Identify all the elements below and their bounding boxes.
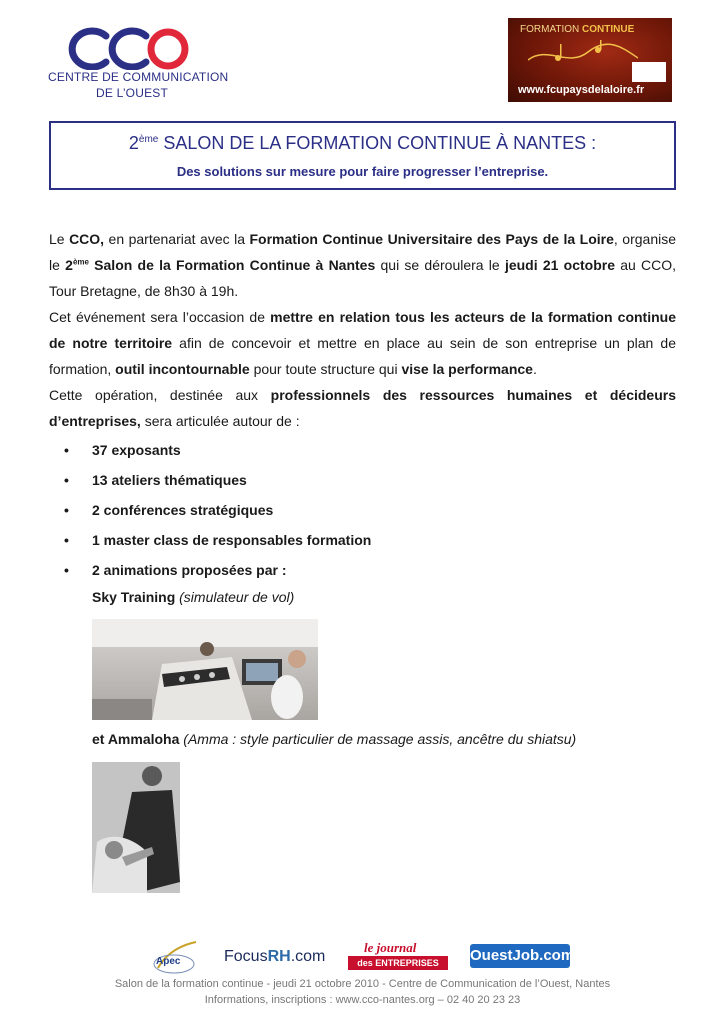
page-subtitle: Des solutions sur mesure pour faire progresser l’entreprise. <box>176 164 549 179</box>
title-box <box>49 121 676 190</box>
flight-simulator-photo <box>92 619 318 720</box>
banner-title-b: CONTINUE <box>582 24 635 35</box>
logo-text-line1: CENTRE DE COMMUNICATION <box>48 70 229 84</box>
bullet-icon: • <box>64 472 69 488</box>
paragraph-event: Cet événement sera l’occasion de mettre en relation tous les acteurs de la formation continue de notre territoire afin de concevoir et mettre en place au sein de son entreprise un plan de formation, outil incontournable pour toute structure qui vise la performance. <box>49 309 676 377</box>
massage-photo <box>92 762 180 893</box>
page-title <box>51 133 674 154</box>
partner-logos <box>148 940 578 974</box>
title-main: SALON DE LA FORMATION CONTINUE À NANTES : <box>158 133 597 153</box>
banner-url[interactable]: www.fcupaysdelaloire.fr <box>518 84 645 96</box>
list-item: • 37 exposants <box>64 442 181 458</box>
bullet-list <box>64 440 664 590</box>
footer-event-line: Salon de la formation continue - jeudi 21 octobre 2010 - Centre de Communication de l’Ouest, Nantes <box>114 978 611 990</box>
bullet-icon: • <box>64 502 69 518</box>
body-text <box>49 226 676 434</box>
list-item: • 13 ateliers thématiques <box>64 472 247 488</box>
banner-title <box>520 24 634 35</box>
title-number: 2 <box>128 133 139 153</box>
music-notes-icon <box>528 40 638 70</box>
apec-logo-text: Apec <box>156 956 181 967</box>
apec-logo[interactable] <box>148 940 200 974</box>
title-superscript: ème <box>138 134 159 145</box>
cco-logo <box>48 24 238 100</box>
bullet-icon: • <box>64 442 69 458</box>
list-item: • 2 conférences stratégiques <box>64 502 274 518</box>
footer-contact-line: Informations, inscriptions : www.cco-nantes.org – 02 40 20 23 23 <box>204 994 521 1006</box>
banner-title-a: FORMATION <box>520 24 580 35</box>
ouestjob-logo[interactable]: OuestJob.com <box>470 944 570 968</box>
list-item: • 2 animations proposées par : <box>64 562 287 578</box>
cco-logo-mark <box>48 24 238 70</box>
focusrh-logo[interactable]: FocusRH.com <box>224 948 326 965</box>
logo-text-line2: DE L’OUEST <box>96 86 169 100</box>
fcu-banner[interactable] <box>508 18 672 102</box>
bullet-icon: • <box>64 532 69 548</box>
sky-training-caption: Sky Training (simulateur de vol) <box>92 589 295 605</box>
bullet-icon: • <box>64 562 69 578</box>
list-item: • 1 master class de responsables formation <box>64 532 372 548</box>
paragraph-intro: Le CCO, en partenariat avec la Formation Continue Universitaire des Pays de la Loire, organise le 2ème Salon de la Formation Continue à Nantes qui se déroulera le jeudi 21 octobre au CCO, Tour Bretagne, de 8h30 à 19h. <box>49 231 677 299</box>
paragraph-audience: Cette opération, destinée aux professionnels des ressources humaines et décideurs d’entreprises, sera articulée autour de : <box>49 387 676 429</box>
banner-badge <box>632 62 666 82</box>
journal-entreprises-logo[interactable]: le journal des ENTREPRISES <box>348 940 448 974</box>
ammaloha-caption: et Ammaloha (Amma : style particulier de massage assis, ancêtre du shiatsu) <box>92 731 577 747</box>
